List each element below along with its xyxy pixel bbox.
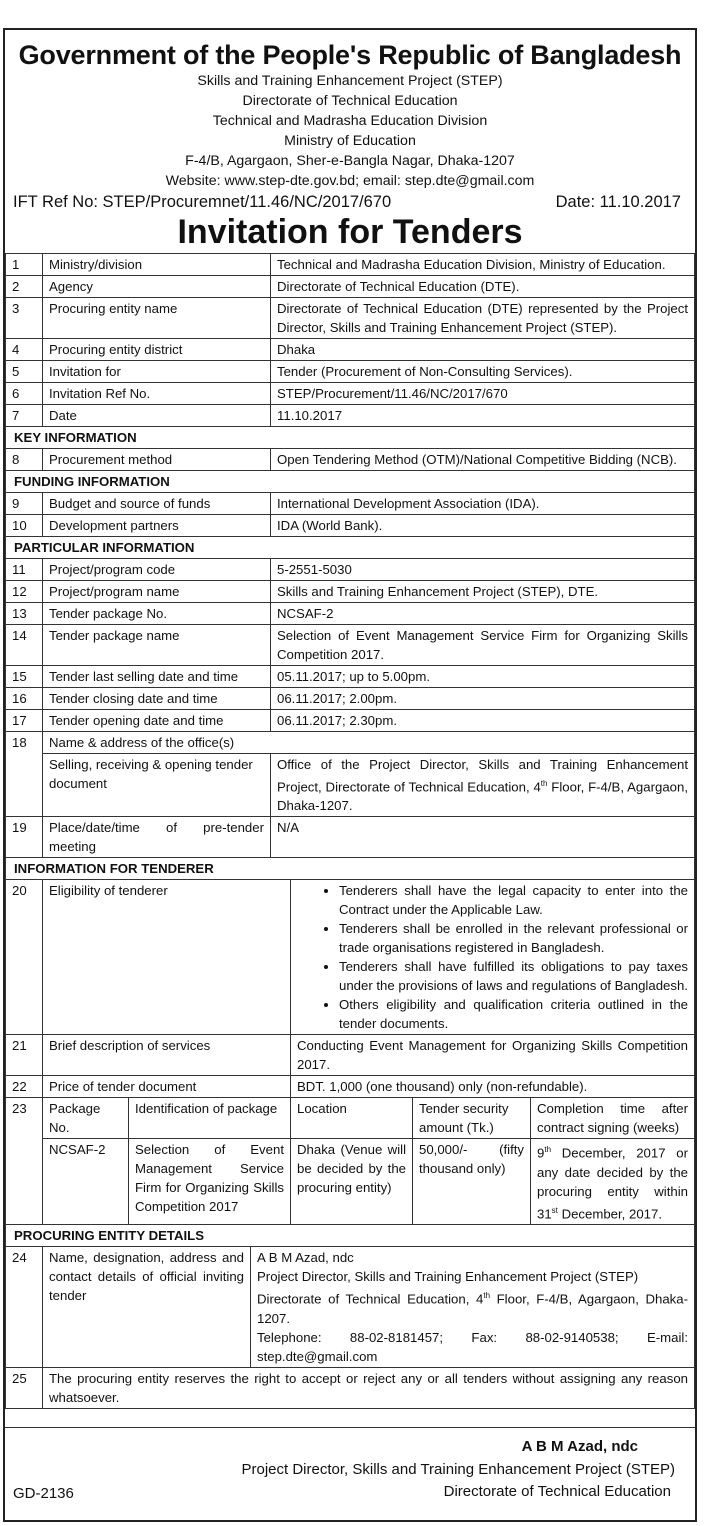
header-line: Directorate of Technical Education: [242, 93, 458, 109]
table-row: [6, 339, 695, 361]
eligibility-item: • Others eligibility and qualification criteria outlined in the tender documents.: [339, 995, 688, 1033]
row-value: Open Tendering Method (OTM)/National Competitive Bidding (NCB).: [271, 449, 695, 471]
signatory-office: Directorate of Technical Education: [443, 1483, 671, 1500]
row-number: 10: [6, 515, 43, 537]
row-number: 11: [6, 559, 43, 581]
package-table: [5, 1098, 695, 1247]
row-number: 4: [6, 339, 43, 361]
table-row: [6, 754, 695, 817]
row-number: 15: [6, 666, 43, 688]
row-value: 06.11.2017; 2.30pm.: [271, 710, 695, 732]
row-number: 9: [6, 493, 43, 515]
row-label: Brief description of services: [43, 1035, 291, 1076]
row-label: Procurement method: [43, 449, 271, 471]
table-row: [6, 449, 695, 471]
table-row: [6, 666, 695, 688]
row-value: Selection of Event Management Service Firm for Organizing Skills Competition 2017.: [271, 625, 695, 666]
row-number: 24: [6, 1247, 43, 1367]
row-label: Name, designation, address and contact details of official inviting tender: [43, 1247, 251, 1367]
row-label: Agency: [43, 276, 271, 298]
section-heading: [6, 427, 695, 449]
table-row: [6, 581, 695, 603]
tenderer-table: [5, 880, 695, 1098]
row-label: Tender closing date and time: [43, 688, 271, 710]
signatory-name: A B M Azad, ndc: [521, 1438, 638, 1455]
official-designation: Project Director, Skills and Training Enhancement Project (STEP): [257, 1269, 639, 1285]
page-title: Invitation for Tenders: [177, 213, 523, 251]
row-number: 20: [6, 880, 43, 1035]
table-row: [6, 1367, 695, 1408]
entity-table: [5, 1247, 695, 1408]
eligibility-item: • Tenderers shall be enrolled in the relevant professional or trade organisations registered in Bangladesh.: [339, 919, 688, 957]
row-label: Place/date/time of pre-tender meeting: [43, 817, 271, 858]
table-row: [6, 559, 695, 581]
table-row: [6, 603, 695, 625]
section-key: KEY INFORMATION: [6, 427, 695, 449]
table-row: [6, 254, 695, 276]
header-line: Website: www.step-dte.gov.bd; email: step.dte@gmail.com: [165, 173, 535, 189]
row-label: Eligibility of tenderer: [43, 880, 291, 1035]
row-number: 25: [6, 1367, 43, 1408]
eligibility-item: • Tenderers shall have fulfilled its obligations to pay taxes under the provisions of laws and regulations of Bangladesh.: [339, 957, 688, 995]
row-value: Tender (Procurement of Non-Consulting Services).: [271, 361, 695, 383]
row-number: 2: [6, 276, 43, 298]
table-row: [6, 732, 695, 754]
row-label: Price of tender document: [43, 1076, 291, 1098]
row-label: Project/program code: [43, 559, 271, 581]
table-row: [6, 298, 695, 339]
row-number: 16: [6, 688, 43, 710]
row-value: Directorate of Technical Education (DTE) represented by the Project Director, Skills and Training Enhancement Project (STEP).: [271, 298, 695, 339]
row-value: Skills and Training Enhancement Project (STEP), DTE.: [271, 581, 695, 603]
row-label: Tender opening date and time: [43, 710, 271, 732]
table-row: [6, 1076, 695, 1098]
row-number: 7: [6, 405, 43, 427]
row-label: Procuring entity district: [43, 339, 271, 361]
eligibility-item: • Tenderers shall have the legal capacity to enter into the Contract under the Applicable Law.: [339, 881, 688, 919]
row-value: 05.11.2017; up to 5.00pm.: [271, 666, 695, 688]
table-row: [6, 405, 695, 427]
header-line: Skills and Training Enhancement Project (STEP): [197, 73, 503, 89]
row-number: 23: [6, 1098, 43, 1224]
row-number: 8: [6, 449, 43, 471]
table-row: [6, 493, 695, 515]
section-particular: PARTICULAR INFORMATION: [6, 537, 695, 559]
package-completion: 9th December, 2017 or any date decided by the procuring entity within 31st December, 2017.: [531, 1139, 695, 1225]
official-details: [251, 1247, 695, 1367]
table-row: [6, 515, 695, 537]
row-value: Technical and Madrasha Education Division, Ministry of Education.: [271, 254, 695, 276]
row-number: 3: [6, 298, 43, 339]
row-value: Office of the Project Director, Skills and Training Enhancement Project, Directorate of Technical Education, 4th Floor, F-4/B, Agargaon, Dhaka-1207.: [271, 754, 695, 817]
table-row: [6, 625, 695, 666]
notice-header: [5, 39, 695, 191]
row-value: 5-2551-5030: [271, 559, 695, 581]
signatory-designation: Project Director, Skills and Training Enhancement Project (STEP): [241, 1461, 675, 1478]
column-header: Completion time after contract signing (weeks): [531, 1098, 695, 1139]
row-number: 12: [6, 581, 43, 603]
header-line: Ministry of Education: [284, 133, 416, 149]
section-heading: [6, 537, 695, 559]
row-number: 5: [6, 361, 43, 383]
table-row: [6, 688, 695, 710]
section-tenderer: INFORMATION FOR TENDERER: [6, 858, 695, 880]
row-value: N/A: [271, 817, 695, 858]
ift-reference: IFT Ref No: STEP/Procuremnet/11.46/NC/2017/670: [13, 193, 392, 211]
row-number: 17: [6, 710, 43, 732]
table-row: [6, 817, 695, 858]
column-header: Package No.: [43, 1098, 129, 1139]
row-number: 1: [6, 254, 43, 276]
row-label: Project/program name: [43, 581, 271, 603]
column-header: Location: [291, 1098, 413, 1139]
row-label: Ministry/division: [43, 254, 271, 276]
table-row: [6, 710, 695, 732]
table-row: [6, 276, 695, 298]
row-label: Name & address of the office(s): [43, 732, 695, 754]
notice-date: Date: 11.10.2017: [555, 193, 681, 211]
table-row: [6, 880, 695, 1035]
gd-code: GD-2136: [13, 1485, 74, 1502]
section-heading: [6, 858, 695, 880]
row-number: 18: [6, 732, 43, 817]
section-heading: [6, 1225, 695, 1247]
row-label: Invitation Ref No.: [43, 383, 271, 405]
row-value: 11.10.2017: [271, 405, 695, 427]
column-header: Tender security amount (Tk.): [413, 1098, 531, 1139]
package-identification: Selection of Event Management Service Firm for Organizing Skills Competition 2017: [129, 1139, 291, 1225]
row-label: Date: [43, 405, 271, 427]
header-line: F-4/B, Agargaon, Sher-e-Bangla Nagar, Dhaka-1207: [185, 153, 515, 169]
header-line: Technical and Madrasha Education Division: [212, 113, 488, 129]
row-value: International Development Association (IDA).: [271, 493, 695, 515]
section-heading: [6, 471, 695, 493]
row-label: Selling, receiving & opening tender document: [43, 754, 271, 817]
package-location: Dhaka (Venue will be decided by the procuring entity): [291, 1139, 413, 1225]
table-row: [6, 1035, 695, 1076]
tender-notice: [3, 28, 697, 1522]
package-security: 50,000/- (fifty thousand only): [413, 1139, 531, 1225]
section-funding: FUNDING INFORMATION: [6, 471, 695, 493]
row-label: Tender last selling date and time: [43, 666, 271, 688]
table-row: [6, 361, 695, 383]
row-label: Tender package name: [43, 625, 271, 666]
row-value: STEP/Procurement/11.46/NC/2017/670: [271, 383, 695, 405]
government-title: Government of the People's Republic of Bangladesh: [18, 40, 682, 70]
row-value: 06.11.2017; 2.00pm.: [271, 688, 695, 710]
official-address: Directorate of Technical Education, 4th Floor, F-4/B, Agargaon, Dhaka-1207.: [257, 1291, 688, 1326]
row-value: BDT. 1,000 (one thousand) only (non-refundable).: [291, 1076, 695, 1098]
row-value: Directorate of Technical Education (DTE).: [271, 276, 695, 298]
row-value: Dhaka: [271, 339, 695, 361]
row-value: NCSAF-2: [271, 603, 695, 625]
row-value: IDA (World Bank).: [271, 515, 695, 537]
eligibility-list: [291, 880, 695, 1035]
row-number: 6: [6, 383, 43, 405]
table-row: [6, 1139, 695, 1225]
row-label: Development partners: [43, 515, 271, 537]
package-no: NCSAF-2: [43, 1139, 129, 1225]
row-label: Budget and source of funds: [43, 493, 271, 515]
row-value: Conducting Event Management for Organizing Skills Competition 2017.: [291, 1035, 695, 1076]
row-number: 22: [6, 1076, 43, 1098]
row-label: Invitation for: [43, 361, 271, 383]
official-name: A B M Azad, ndc: [257, 1250, 354, 1266]
row-value: The procuring entity reserves the right to accept or reject any or all tenders without assigning any reason whatsoever.: [43, 1367, 695, 1408]
row-number: 14: [6, 625, 43, 666]
row-number: 19: [6, 817, 43, 858]
signature-block: [5, 1427, 695, 1520]
table-row: [6, 1098, 695, 1139]
table-row: [6, 383, 695, 405]
reference-row: [5, 191, 695, 213]
table-row: [6, 1247, 695, 1367]
row-label: Tender package No.: [43, 603, 271, 625]
row-number: 13: [6, 603, 43, 625]
official-contact: Telephone: 88-02-8181457; Fax: 88-02-9140538; E-mail: step.dte@gmail.com: [257, 1329, 688, 1364]
row-number: 21: [6, 1035, 43, 1076]
column-header: Identification of package: [129, 1098, 291, 1139]
tender-table: [5, 253, 695, 880]
section-entity: PROCURING ENTITY DETAILS: [6, 1225, 695, 1247]
row-label: Procuring entity name: [43, 298, 271, 339]
